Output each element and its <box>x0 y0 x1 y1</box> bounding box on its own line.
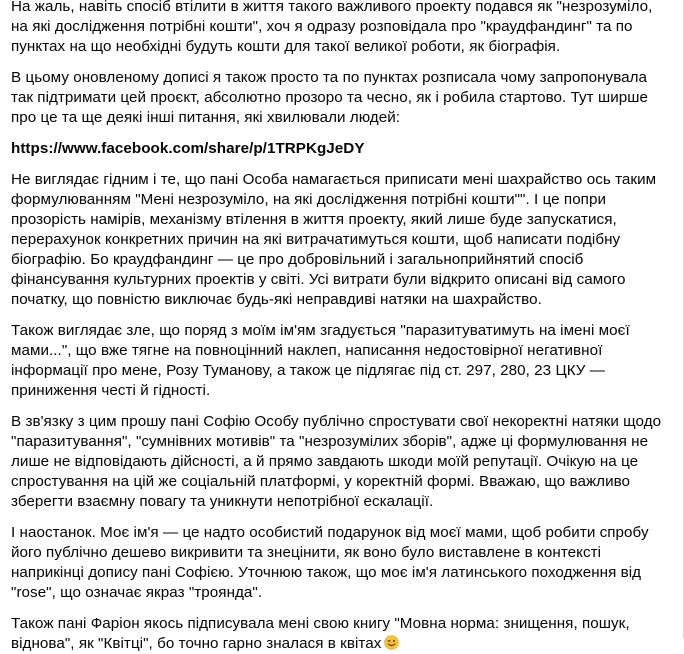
text-line-content: віднова", як "Квітці", бо точно гарно зналася в квітах <box>11 635 382 652</box>
post-paragraph <box>11 523 673 603</box>
winking-face-emoji-icon <box>384 635 399 650</box>
text-line: "rose", що означає якраз "троянда". <box>11 584 263 601</box>
text-line: В цьому оновленому дописі я також просто та по пунктах розписала чому запропонувала <box>11 69 648 86</box>
text-line: зберегти взаємну повагу та уникнути непотрібної ескалації. <box>11 493 434 510</box>
text-line: біографію. Бо краудфандинг — це про добровільний і загальноприйнятий спосіб <box>11 251 584 268</box>
text-line: В зв'язку з цим прошу пані Софію Особу публічно спростувати свої некоректні натяки щодо <box>11 413 662 430</box>
text-line: лише не відповідають дійсності, а й прямо завдають шкоди моїй репутації. Очікую на це <box>11 453 639 470</box>
post-paragraph <box>11 170 673 310</box>
post-paragraph <box>11 321 673 401</box>
text-line: наприкінці допису пані Софією. Уточнюю також, що моє ім'я латинського походження від <box>11 564 642 581</box>
post-paragraph <box>11 412 673 512</box>
text-line: пунктах на що необхідні будуть кошти для такої великої роботи, як біографія. <box>11 38 561 55</box>
text-line: початку, що повністю виключає будь-які неправдиві натяки на шахрайство. <box>11 291 542 308</box>
text-line: про це та ще деякі інші питання, які хвилювали людей: <box>11 109 401 126</box>
facebook-share-link[interactable]: https://www.facebook.com/share/p/1TRPKgJeDY <box>11 140 365 157</box>
text-line: на які дослідження потрібні кошти", хоч я одразу розповідала про "краудфандинг" та по <box>11 18 633 35</box>
text-line: Також пані Фаріон якось підписувала мені свою книгу "Мовна норма: знищення, пошук, <box>11 615 630 632</box>
text-line: спростування на цій же соціальній платформі, у коректній формі. Вважаю, що важливо <box>11 473 631 490</box>
text-line: прозорість намірів, механізму втілення в життя проекту, який лише буде запускатися, <box>11 211 617 228</box>
text-line: приниження честі й гідності. <box>11 382 211 399</box>
text-line: І наостанок. Моє ім'я — це надто особистий подарунок від моєї мами, щоб робити спробу <box>11 524 649 541</box>
text-line: інформації про мене, Розу Туманову, а також це підлягає під ст. 297, 280, 23 ЦКУ — <box>11 362 605 379</box>
text-line: Не виглядає гідним і те, що пані Особа намагається приписати мені шахрайство ось таким <box>11 171 657 188</box>
text-line: мами...", що вже тягне на повноцінний наклеп, написання недостовірної негативної <box>11 342 603 359</box>
text-line: його публічно дешево викривити та знецінити, як воно було виставлене в контексті <box>11 544 602 561</box>
link-paragraph <box>11 139 673 159</box>
text-line: формулюванням "Мені незрозуміло, на які дослідження потрібні кошти"". І це попри <box>11 191 606 208</box>
text-line: На жаль, навіть спосіб втілити в життя такого важливого проекту подався як "незрозуміло, <box>11 0 653 15</box>
text-line: перерахунок конкретних причин на які витрачатимуться кошти, щоб написати подібну <box>11 231 621 248</box>
text-line: так підтримати цей проєкт, абсолютно прозоро та чесно, як і робила стартово. Тут ширше <box>11 89 648 106</box>
post-paragraph <box>11 68 673 128</box>
text-line: Також виглядає зле, що поряд з моїм ім'ям згадується "паразитуватимуть на імені моєї <box>11 322 630 339</box>
post-paragraph <box>11 0 673 57</box>
post-paragraph <box>11 614 673 654</box>
text-line: "паразитування", "сумнівних мотивів" та "незрозумілих зборів", адже ці формулювання не <box>11 433 649 450</box>
text-line: фінансування культурних проектів у світі. Усі витрати були відкрито описані від самого <box>11 271 626 288</box>
text-line <box>11 634 673 654</box>
